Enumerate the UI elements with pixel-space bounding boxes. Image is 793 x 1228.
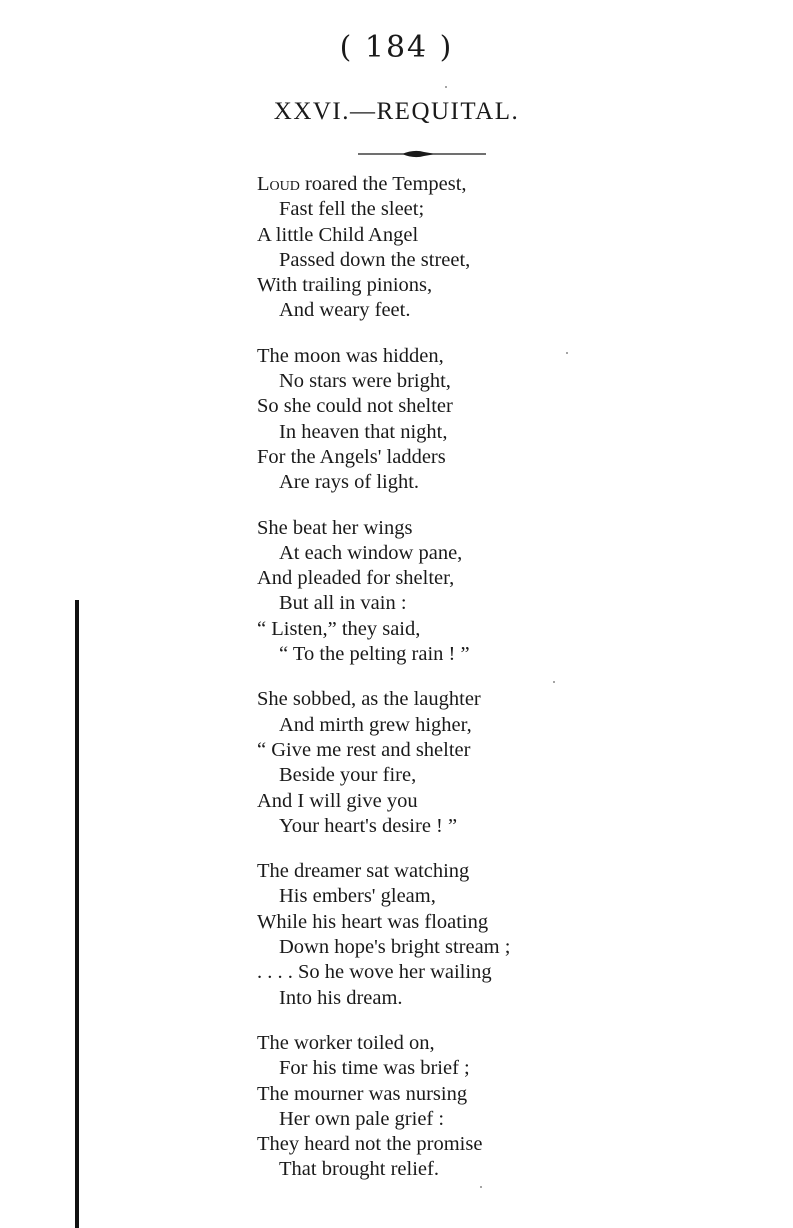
poem-line: Fast fell the sleet; — [279, 198, 425, 221]
print-speck — [445, 86, 447, 88]
poem-line: So she could not shelter — [257, 395, 453, 418]
poem-line: And pleaded for shelter, — [257, 567, 455, 590]
stanza — [257, 687, 587, 839]
poem-line: But all in vain : — [279, 592, 407, 615]
poem-line: Your heart's desire ! ” — [279, 814, 458, 837]
poem-line: With trailing pinions, — [257, 274, 433, 297]
poem-line: And I will give you — [257, 789, 418, 812]
poem-line: The dreamer sat watching — [257, 860, 470, 883]
poem-title: XXVI.—REQUITAL. — [273, 98, 520, 125]
print-speck — [566, 352, 568, 354]
poem-line: The mourner was nursing — [257, 1082, 468, 1105]
poem-line: At each window pane, — [279, 541, 463, 564]
poem-line: “ Give me rest and shelter — [257, 738, 471, 761]
poem-line: No stars were bright, — [279, 370, 451, 393]
stanza — [257, 859, 587, 1011]
poem-line: “ To the pelting rain ! ” — [279, 643, 470, 666]
print-speck — [480, 1186, 482, 1188]
binding-gutter-line — [75, 600, 79, 1228]
decorative-rule-ornament — [358, 148, 486, 160]
poem-line: The moon was hidden, — [257, 344, 444, 367]
poem-line: Beside your fire, — [279, 764, 417, 787]
stanza — [257, 1031, 587, 1183]
poem-line: For the Angels' ladders — [257, 445, 446, 468]
poem-line: His embers' gleam, — [279, 885, 436, 908]
poem-line: They heard not the promise — [257, 1133, 483, 1156]
poem-line: . . . . So he wove her wailing — [257, 961, 492, 984]
poem-line: And weary feet. — [279, 299, 411, 322]
poem-line: She sobbed, as the laughter — [257, 688, 481, 711]
stanza — [257, 172, 587, 324]
poem-line: She beat her wings — [257, 516, 413, 539]
poem-line: The worker toiled on, — [257, 1031, 435, 1054]
stanza — [257, 516, 587, 668]
poem-line: In heaven that night, — [279, 420, 448, 443]
poem-line: And mirth grew higher, — [279, 713, 472, 736]
stanza — [257, 344, 587, 496]
print-speck — [553, 681, 555, 683]
page-number: ( 184 ) — [339, 30, 454, 65]
poem-line: For his time was brief ; — [279, 1057, 470, 1080]
poem-line: Down hope's bright stream ; — [279, 936, 511, 959]
poem-line: While his heart was floating — [257, 910, 489, 933]
poem-line: Passed down the street, — [279, 248, 471, 271]
poem-line: Into his dream. — [279, 986, 403, 1009]
poem-line: A little Child Angel — [257, 223, 419, 246]
poem-line: Are rays of light. — [279, 471, 420, 494]
poem-line: Her own pale grief : — [279, 1107, 445, 1130]
poem-line: That brought relief. — [279, 1158, 439, 1181]
poem-body — [257, 172, 587, 1203]
poem-line: “ Listen,” they said, — [257, 617, 421, 640]
poem-line: Loud roared the Tempest, — [257, 173, 467, 195]
